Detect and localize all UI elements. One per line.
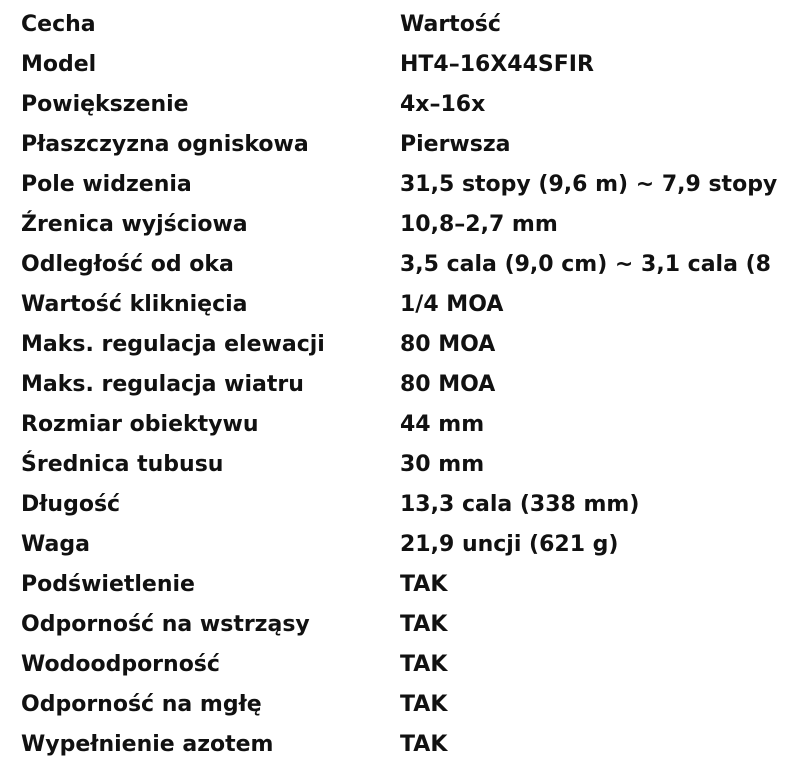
table-row: [21, 645, 800, 685]
row-value: 21,9 uncji (621 g): [400, 532, 619, 557]
row-key: Odporność na wstrząsy: [21, 612, 310, 637]
row-key: Odporność na mgłę: [21, 692, 262, 717]
row-key: Pole widzenia: [21, 172, 192, 197]
row-value: TAK: [400, 652, 448, 677]
row-key: Wodoodporność: [21, 652, 220, 677]
header-value: Wartość: [400, 12, 501, 37]
row-value: 4x–16x: [400, 92, 486, 117]
row-key: Maks. regulacja elewacji: [21, 332, 325, 357]
row-value: 3,5 cala (9,0 cm) ~ 3,1 cala (8: [400, 252, 771, 277]
table-row: [21, 365, 800, 405]
row-value: 80 MOA: [400, 372, 496, 397]
table-row: [21, 245, 800, 285]
row-value: TAK: [400, 572, 448, 597]
table-row: [21, 725, 800, 765]
table-row: [21, 125, 800, 165]
row-key: Waga: [21, 532, 90, 557]
row-value: 1/4 MOA: [400, 292, 504, 317]
row-key: Wypełnienie azotem: [21, 732, 274, 757]
table-row: [21, 405, 800, 445]
row-key: Źrenica wyjściowa: [21, 212, 248, 237]
table-row: [21, 605, 800, 645]
table-row: [21, 205, 800, 245]
row-value: 10,8–2,7 mm: [400, 212, 558, 237]
table-header-row: [21, 5, 800, 45]
row-value: 31,5 stopy (9,6 m) ~ 7,9 stopy: [400, 172, 778, 197]
row-value: 44 mm: [400, 412, 485, 437]
table-row: [21, 685, 800, 725]
table-row: [21, 485, 800, 525]
row-key: Rozmiar obiektywu: [21, 412, 259, 437]
row-value: HT4–16X44SFIR: [400, 52, 594, 77]
table-row: [21, 165, 800, 205]
row-value: TAK: [400, 612, 448, 637]
row-value: 30 mm: [400, 452, 485, 477]
table-row: [21, 445, 800, 485]
row-key: Wartość kliknięcia: [21, 292, 248, 317]
table-row: [21, 325, 800, 365]
row-key: Płaszczyzna ogniskowa: [21, 132, 309, 157]
row-key: Długość: [21, 492, 121, 517]
row-value: TAK: [400, 692, 448, 717]
header-key: Cecha: [21, 12, 96, 37]
row-key: Powiększenie: [21, 92, 189, 117]
spec-table: [21, 5, 800, 765]
table-row: [21, 525, 800, 565]
row-value: TAK: [400, 732, 448, 757]
row-key: Model: [21, 52, 97, 77]
row-key: Maks. regulacja wiatru: [21, 372, 304, 397]
row-key: Odległość od oka: [21, 252, 234, 277]
table-row: [21, 45, 800, 85]
table-row: [21, 85, 800, 125]
row-key: Średnica tubusu: [21, 452, 224, 477]
row-value: 80 MOA: [400, 332, 496, 357]
row-value: 13,3 cala (338 mm): [400, 492, 640, 517]
table-row: [21, 285, 800, 325]
table-row: [21, 565, 800, 605]
row-value: Pierwsza: [400, 132, 511, 157]
row-key: Podświetlenie: [21, 572, 195, 597]
